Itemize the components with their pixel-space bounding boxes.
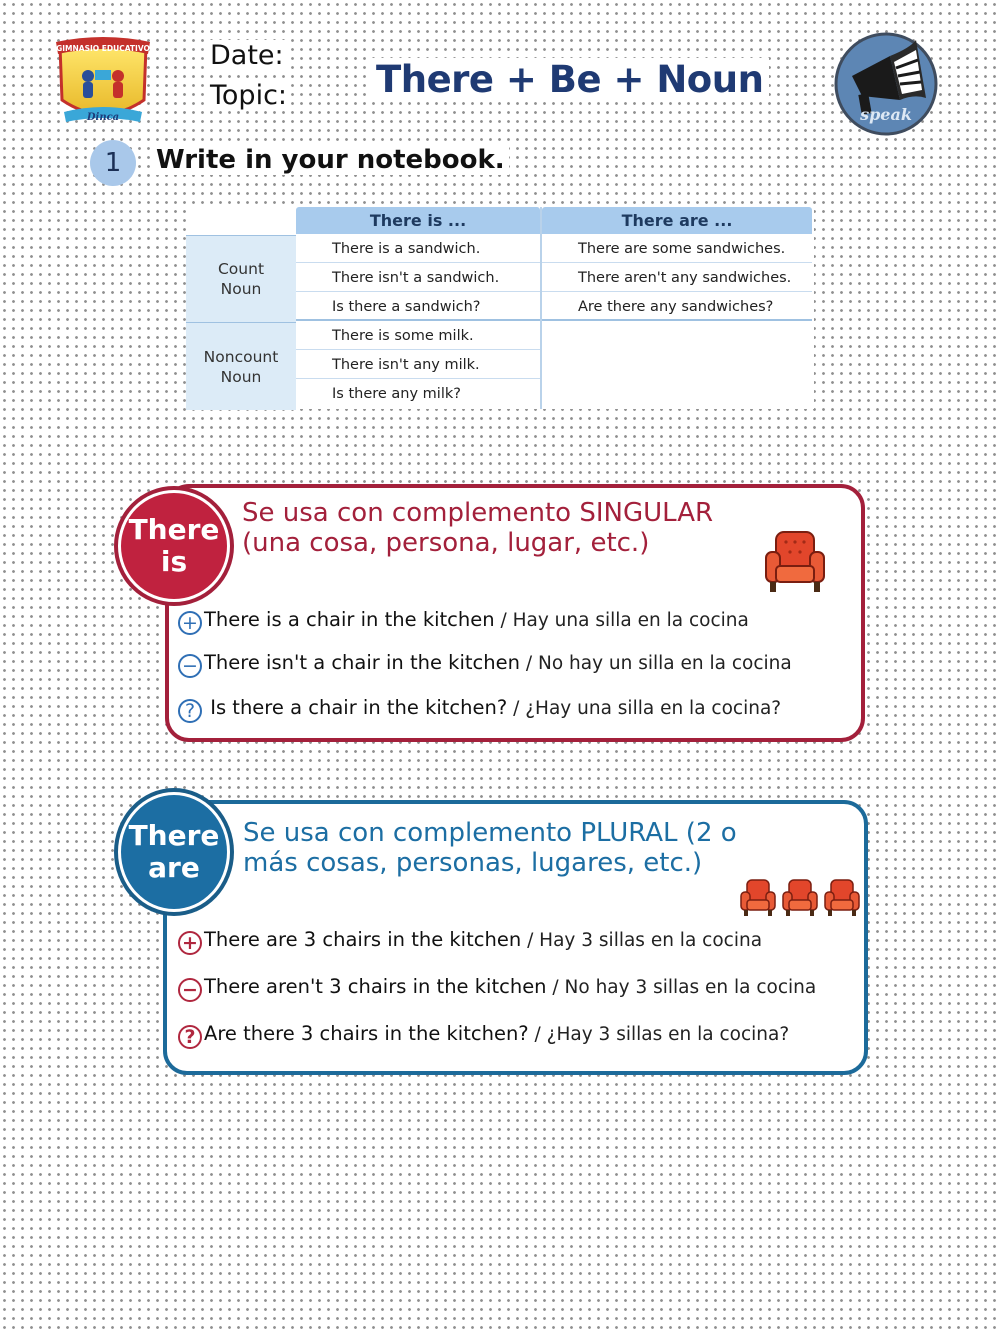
row-header-noncount-noun <box>186 322 296 410</box>
svg-text:GIMNASIO EDUCATIVO: GIMNASIO EDUCATIVO <box>56 44 150 53</box>
example-spanish: / Hay una silla en la cocina <box>494 610 749 631</box>
table-cell: There is a sandwich. <box>296 235 540 263</box>
table-cell: There isn't a sandwich. <box>296 264 540 292</box>
plus-icon: + <box>178 931 202 955</box>
example-spanish: / No hay 3 sillas en la cocina <box>546 977 817 998</box>
example-spanish: / Hay 3 sillas en la cocina <box>521 930 763 951</box>
example-spanish: / No hay un silla en la cocina <box>519 653 792 674</box>
speak-megaphone-icon <box>830 28 942 138</box>
table-cell: There aren't any sandwiches. <box>542 264 812 292</box>
col-header-there-is: There is ... <box>296 207 540 234</box>
tag-line: There <box>128 513 220 546</box>
example-question <box>178 696 781 723</box>
heading-line: más cosas, personas, lugares, etc.) <box>243 848 703 878</box>
row-header-line: Count <box>217 260 265 278</box>
tag-line: There <box>128 819 220 852</box>
question-icon: ? <box>178 1025 202 1049</box>
table-cell: Is there any milk? <box>332 386 461 402</box>
table-cell: There is some milk. <box>296 322 540 350</box>
heading-line: Se usa con complemento PLURAL (2 o <box>243 818 737 848</box>
question-icon: ? <box>178 699 202 723</box>
example-english: Is there a chair in the kitchen? <box>204 696 508 719</box>
there-are-tag <box>118 792 230 912</box>
heading-line: Se usa con complemento SINGULAR <box>242 498 714 528</box>
example-negative <box>178 975 816 1002</box>
plus-icon: + <box>178 611 202 635</box>
row-header-line: Noun <box>220 280 262 298</box>
date-label: Date: <box>210 40 284 71</box>
tag-line: is <box>160 545 188 578</box>
col-header-there-are: There are ... <box>542 207 812 234</box>
svg-text:speak: speak <box>860 105 912 124</box>
plural-rule-heading <box>243 818 737 878</box>
minus-icon: − <box>178 978 202 1002</box>
example-question <box>178 1022 789 1049</box>
singular-rule-heading <box>242 498 713 558</box>
instruction-text: Write in your notebook. <box>152 145 509 175</box>
tag-line: are <box>148 851 200 884</box>
example-english: Are there 3 chairs in the kitchen? <box>204 1022 529 1045</box>
minus-icon: − <box>178 654 202 678</box>
row-header-count-noun <box>186 235 296 322</box>
armchair-icon <box>762 528 828 596</box>
svg-text:Dinca: Dinca <box>86 112 120 123</box>
three-armchairs-icon <box>740 878 862 918</box>
example-english: There are 3 chairs in the kitchen <box>204 928 522 951</box>
row-header-line: Noncount <box>203 347 279 366</box>
example-spanish: / ¿Hay una silla en la cocina? <box>507 698 782 719</box>
school-logo <box>50 32 156 128</box>
table-cell: There are some sandwiches. <box>542 235 812 263</box>
example-negative <box>178 651 792 678</box>
example-english: There is a chair in the kitchen <box>204 608 495 631</box>
table-cell: Is there a sandwich? <box>296 293 540 321</box>
heading-line: (una cosa, persona, lugar, etc.) <box>242 528 650 558</box>
topic-label: Topic: <box>210 80 288 111</box>
example-affirmative <box>178 928 762 955</box>
table-cell: Are there any sandwiches? <box>542 293 812 321</box>
example-affirmative <box>178 608 749 635</box>
grammar-table <box>186 207 814 409</box>
row-header-line: Noun <box>220 367 262 386</box>
example-english: There aren't 3 chairs in the kitchen <box>204 975 547 998</box>
example-spanish: / ¿Hay 3 sillas en la cocina? <box>528 1024 790 1045</box>
page-title: There + Be + Noun <box>370 58 769 101</box>
step-number-badge: 1 <box>90 140 136 186</box>
example-english: There isn't a chair in the kitchen <box>204 651 520 674</box>
table-cell: There isn't any milk. <box>296 351 540 379</box>
there-is-tag <box>118 490 230 602</box>
